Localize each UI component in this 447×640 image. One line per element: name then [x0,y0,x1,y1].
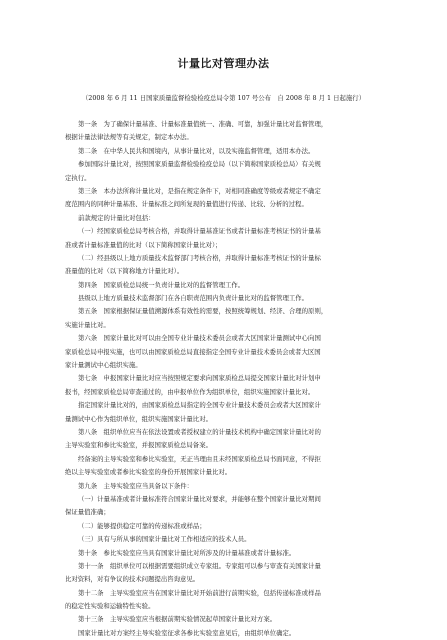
body-line: （三）具有与所从事的国家计量比对工作相适应的技术人员。 [78,535,251,544]
document-title: 计量比对管理办法 [177,57,270,70]
body-line: 准量值的比对（以下简称地方计量比对）。 [65,267,184,276]
body-line: 第十二条 主导实验室应当在国家计量比对开始前进行前期实验，包括传递标准或样品 [78,588,321,597]
body-line: 定执行。 [65,173,91,182]
body-line: （一）经国家质检总局考核合格，并取得计量基准证书或者计量标准考核证书的计量基 [78,227,321,236]
body-line: 第六条 国家计量比对可以由全国专业计量技术委员会或者大区国家计量测试中心向国 [78,334,321,343]
body-line: 第七条 申报国家计量比对应当按照规定要求向国家质检总局提交国家计量比对计划申 [78,374,321,383]
body-line: （二）经县级以上地方质量技术监督部门考核合格，并取得计量标准考核证书的计量标 [78,253,321,262]
body-line: （一）计量基准或者计量标准符合国家计量比对要求，并能够在整个国家计量比对期间 [78,494,321,503]
body-line: 第一条 为了确保计量基准、计量标准量值统一、准确、可靠，加强计量比对监督管理， [78,120,328,128]
body-line: 县级以上地方质量技术监督部门在各自职责范围内负责计量比对的监督管理工作。 [78,294,309,303]
body-line: 第十一条 组织单位可以根据需要组织成立专家组。专家组可以参与审查有关国家计量 [78,561,321,570]
body-line: 比对资料，对有争议的技术问题提出咨询意见。 [65,575,200,584]
body-line: 主导实验室和参比实验室，并报国家质检总局备案。 [65,441,212,450]
body-line: 第八条 组织单位应当在依法设置或者授权建立的计量技术机构中确定国家计量比对的 [78,427,321,436]
body-line: 第四条 国家质检总局统一负责计量比对的监督管理工作。 [78,280,245,289]
body-line: 根据计量法律法规等有关规定，制定本办法。 [65,133,193,142]
body-line: 家计量测试中心组织实施。 [65,361,142,370]
body-line: 绝以主导实验室或者参比实验室的身份开展国家计量比对。 [65,468,232,477]
body-line: 实施计量比对。 [65,320,110,329]
body-line: 第九条 主导实验室应当具备以下条件： [78,481,194,490]
body-line: 指定国家计量比对的，由国家质检总局指定的全国专业计量技术委员会或者大区国家计 [78,401,321,410]
body-line: 量测试中心作为组织单位，组织实施国家计量比对。 [65,414,212,423]
body-line: 前款规定的计量比对包括： [78,213,155,222]
body-line: 报书，经国家质检总局审查通过的，由申报单位作为组织单位，组织实施国家计量比对。 [65,387,315,396]
document-body [65,118,383,640]
body-line: 国家计量比对方案经主导实验室征求各参比实验室意见后，由组织单位确定。 [78,628,296,637]
body-line: 经备案的主导实验室和参比实验室，无正当理由且未经国家质检总局书面同意，不得拒 [78,454,321,463]
body-line: 家质检总局申报实施，也可以由国家质检总局直接指定全国专业计量技术委员会或者大区国 [65,347,321,356]
body-line: 第十条 参比实验室应当具有国家计量比对所涉及的计量基准或者计量标准。 [78,548,296,557]
body-line: 保证量值准确； [65,508,110,517]
body-line: 准或者计量标准量值的比对（以下简称国家计量比对）； [65,240,222,249]
body-line: （二）能够提供稳定可靠的传递标准或样品； [78,521,206,530]
body-line: 第五条 国家根据保证量值溯源体系有效性的需要，按照统筹规划、经济、合理的原则， [78,307,328,316]
body-line: 第十三条 主导实验室应当根据前期实验情况起草国家计量比对方案。 [78,615,277,624]
body-line: 的稳定性实验和运输特性实验。 [65,602,155,611]
body-line: 第三条 本办法所称计量比对，是指在规定条件下，对相同准确度等级或者规定不确定 [78,186,321,195]
body-line: 度范围内的同种计量基准、计量标准之间所复现的量值进行传递、比较、分析的过程。 [65,200,308,209]
document-subtitle: （2008 年 6 月 11 日国家质量监督检验检疫总局令第 107 号公布 自 2008 年 8 月 1 日起施行） [81,94,366,102]
body-line: 第二条 在中华人民共和国境内，从事计量比对，以及实施监督管理，适用本办法。 [78,146,315,155]
body-line: 参加国际计量比对，按照国家质量监督检验检疫总局（以下简称国家质检总局）有关规 [78,160,321,169]
